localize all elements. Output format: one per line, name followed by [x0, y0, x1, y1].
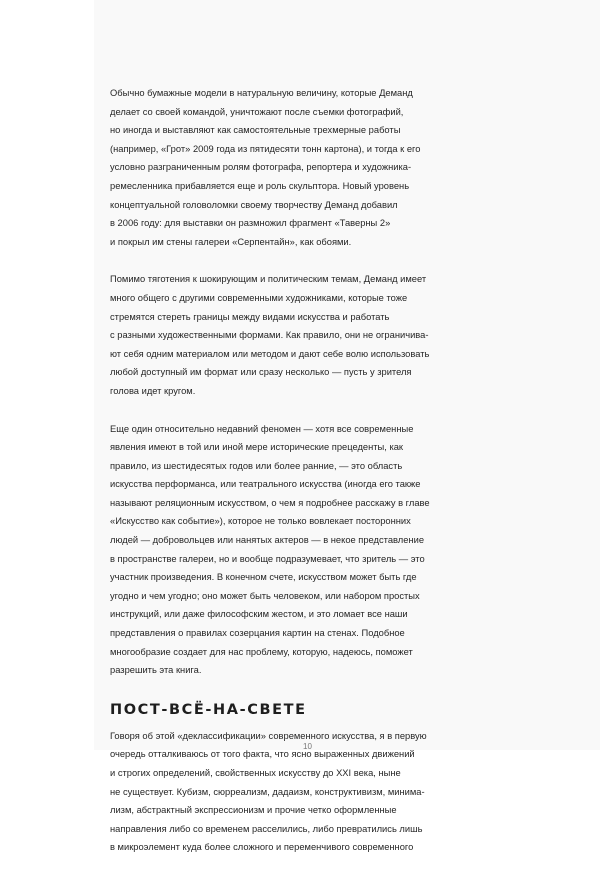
text-line: в пространстве галереи, но и вообще подразумевает, что зритель — это [110, 553, 425, 564]
text-line: угодно и чем угодно; оно может быть человеком, или набором простых [110, 590, 420, 601]
text-line: людей — добровольцев или нанятых актеров — в некое представление [110, 535, 425, 546]
text-line: правило, из шестидесятых годов или более ранние, — это область [110, 460, 403, 471]
text-line: и покрыл им стены галереи «Серпентайн», как обоями. [110, 236, 352, 247]
text-line: лизм, абстрактный экспрессионизм и прочие четко оформленные [110, 805, 397, 816]
text-line: искусства перформанса, или театрального искусства (иногда его также [110, 479, 421, 490]
section-heading: ПОСТ-ВСЁ-НА-СВЕТЕ [110, 701, 307, 718]
text-line: разрешить эта книга. [110, 665, 202, 676]
text-line: делает со своей командой, уничтожают после съемки фотографий, [110, 106, 404, 117]
text-line: направления либо со временем расселились, либо превратились лишь [110, 823, 423, 834]
text-line: ремесленника прибавляется еще и роль скульптора. Новый уровень [110, 180, 410, 191]
paragraph-1 [110, 84, 530, 251]
text-line: любой доступный им формат или сразу несколько — пусть у зрителя [110, 367, 412, 378]
text-line: условно разграниченным ролям фотографа, репортера и художника- [110, 162, 412, 173]
text-line: в микроэлемент куда более сложного и переменчивого современного [110, 842, 414, 853]
text-line: концептуальной головоломки своему творчеству Деманд добавил [110, 199, 398, 210]
text-line: много общего с другими современными художниками, которые тоже [110, 292, 408, 303]
text-line: «Искусство как событие»), которое не только вовлекает посторонних [110, 516, 411, 527]
text-line: но иногда и выставляют как самостоятельные трехмерные работы [110, 125, 401, 136]
text-line: представления о правилах созерцания картин на стенах. Подобное [110, 628, 405, 639]
article-body [110, 84, 530, 876]
text-line: голова идет кругом. [110, 385, 196, 396]
text-line: ют себя одним материалом или методом и дают себе волю использовать [110, 348, 430, 359]
text-line: Помимо тяготения к шокирующим и политическим темам, Деманд имеет [110, 274, 427, 285]
text-line: Обычно бумажные модели в натуральную величину, которые Деманд [110, 88, 413, 98]
text-line: явления имеют в той или иной мере исторические прецеденты, как [110, 442, 404, 453]
page-number: 10 [303, 742, 312, 751]
text-line: не существует. Кубизм, сюрреализм, дадаизм, конструктивизм, минима- [110, 786, 425, 797]
text-line: стремятся стереть границы между видами искусства и работать [110, 311, 390, 322]
paragraph-2 [110, 270, 530, 400]
text-line: (например, «Грот» 2009 года из пятидесяти тонн картона), и тогда к его [110, 143, 421, 154]
text-line: с разными художественными формами. Как правило, они не ограничива- [110, 330, 429, 341]
text-line: многообразие создает для нас проблему, которую, надеюсь, поможет [110, 646, 413, 657]
text-line: Говоря об этой «деклассификации» современного искусства, я в первую [110, 730, 427, 741]
paragraph-4 [110, 727, 530, 857]
text-line: называют реляционным искусством, о чем я подробнее расскажу в главе [110, 497, 430, 508]
text-line: в 2006 году: для выставки он размножил фрагмент «Таверны 2» [110, 218, 391, 229]
text-line: очередь отталкиваюсь от того факта, что ясно выраженных движений [110, 749, 415, 760]
text-line: Еще один относительно недавний феномен — хотя все современные [110, 423, 414, 434]
text-line: инструкций, или даже философским жестом, и это ломает все наши [110, 609, 408, 620]
text-line: участник произведения. В конечном счете, искусством может быть где [110, 572, 417, 583]
paragraph-3 [110, 420, 530, 680]
text-line: и строгих определений, свойственных искусству до XXI века, ныне [110, 768, 401, 778]
